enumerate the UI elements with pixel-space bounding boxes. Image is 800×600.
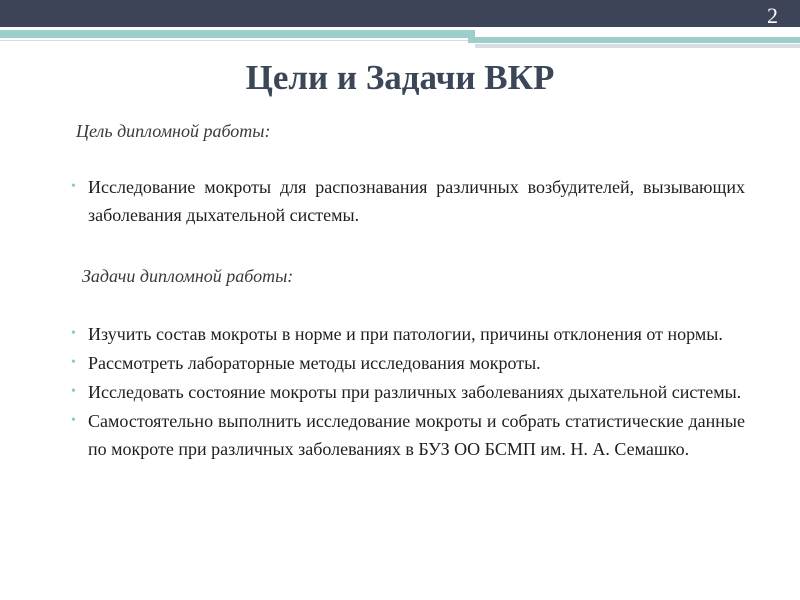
bullet-dot-icon: • (71, 413, 76, 428)
header-stripe (475, 30, 800, 35)
bullet-dot-icon: • (71, 384, 76, 399)
list-item (71, 407, 745, 463)
bullet-dot-icon: • (71, 326, 76, 341)
bullet-dot-icon: • (71, 179, 76, 194)
list-item (71, 378, 745, 406)
goal-list (71, 173, 745, 230)
header-stripe-line (0, 40, 468, 41)
slide-title: Цели и Задачи ВКР (245, 58, 555, 97)
list-item (71, 320, 745, 348)
tasks-heading: Задачи дипломной работы: (82, 266, 294, 286)
bullet-dot-icon: • (71, 355, 76, 370)
list-item-text: Самостоятельно выполнить исследование мокроты и собрать статистические данные по мокроте при различных заболеваниях в БУЗ ОО БСМП им. Н. А. Семашко. (88, 411, 745, 459)
goal-heading: Цель дипломной работы: (76, 121, 271, 141)
list-item-text: Рассмотреть лабораторные методы исследования мокроты. (88, 353, 541, 373)
header-stripe (0, 30, 475, 38)
list-item (71, 173, 745, 229)
list-item-text: Исследование мокроты для распознавания различных возбудителей, вызывающих заболевания дыхательной системы. (88, 177, 745, 225)
list-item-text: Изучить состав мокроты в норме и при патологии, причины отклонения от нормы. (88, 324, 723, 344)
list-item-text: Исследовать состояние мокроты при различных заболеваниях дыхательной системы. (88, 382, 742, 402)
tasks-list (71, 320, 745, 464)
header-stripe (475, 44, 800, 48)
list-item (71, 349, 745, 377)
header-band (0, 0, 800, 27)
header-stripe (468, 37, 800, 43)
slide-number: 2 (767, 3, 778, 28)
